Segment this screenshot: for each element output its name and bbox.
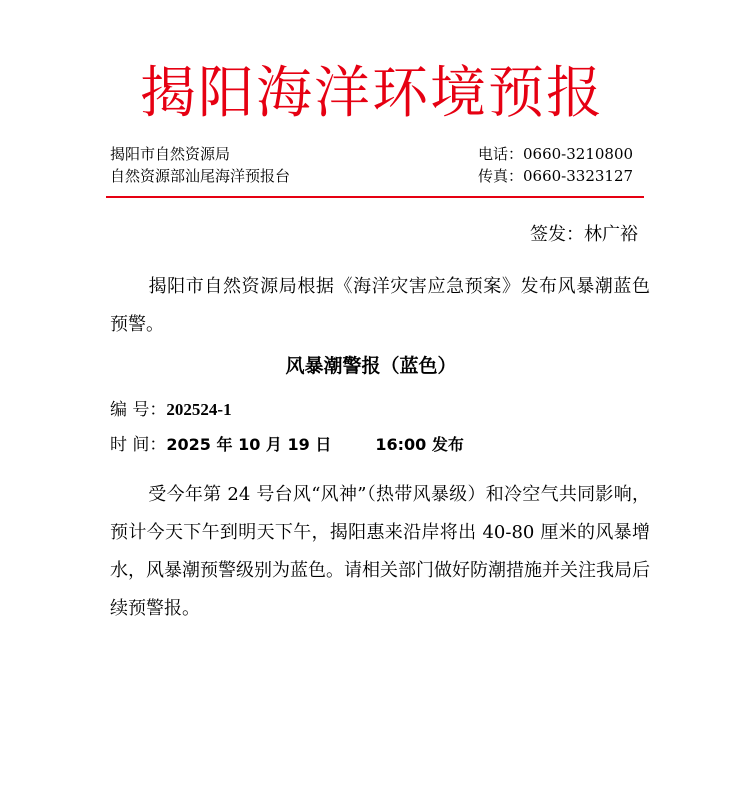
body-text: 受今年第 24 号台风“风神”（热带风暴级）和冷空气共同影响，预计今天下午到明天下午，揭阳惠来沿岸将出 40-80 厘米的风暴增水，风暴潮预警级别为蓝色。请相关部门做好防潮措施并关注我局后续预警报。 xyxy=(110,484,650,619)
warning-issue-time: 16:00 发布 xyxy=(375,435,464,454)
intro-paragraph xyxy=(110,268,650,344)
issuing-organization: 揭阳市自然资源局 xyxy=(110,145,231,163)
warning-time-line xyxy=(110,433,464,457)
phone-number: 电话：0660-3210800 xyxy=(478,145,634,163)
warning-title: 风暴潮警报（蓝色） xyxy=(285,355,457,377)
masthead-divider xyxy=(106,196,644,198)
warning-time-label: 时 间： xyxy=(110,435,167,455)
forecast-station: 自然资源部汕尾海洋预报台 xyxy=(110,167,291,185)
warning-number-label: 编 号： xyxy=(110,400,167,420)
fax-number: 传真：0660-3323127 xyxy=(478,167,634,185)
warning-number-value: 202524-1 xyxy=(166,400,232,419)
warning-date: 2025 年 10 月 19 日 xyxy=(166,435,332,454)
intro-text: 揭阳市自然资源局根据《海洋灾害应急预案》发布风暴潮蓝色预警。 xyxy=(110,276,650,335)
signoff: 签发：林广裕 xyxy=(530,224,638,245)
masthead-title: 揭阳海洋环境预报 xyxy=(140,61,604,126)
warning-number-line xyxy=(110,398,232,422)
body-paragraph xyxy=(110,476,650,628)
